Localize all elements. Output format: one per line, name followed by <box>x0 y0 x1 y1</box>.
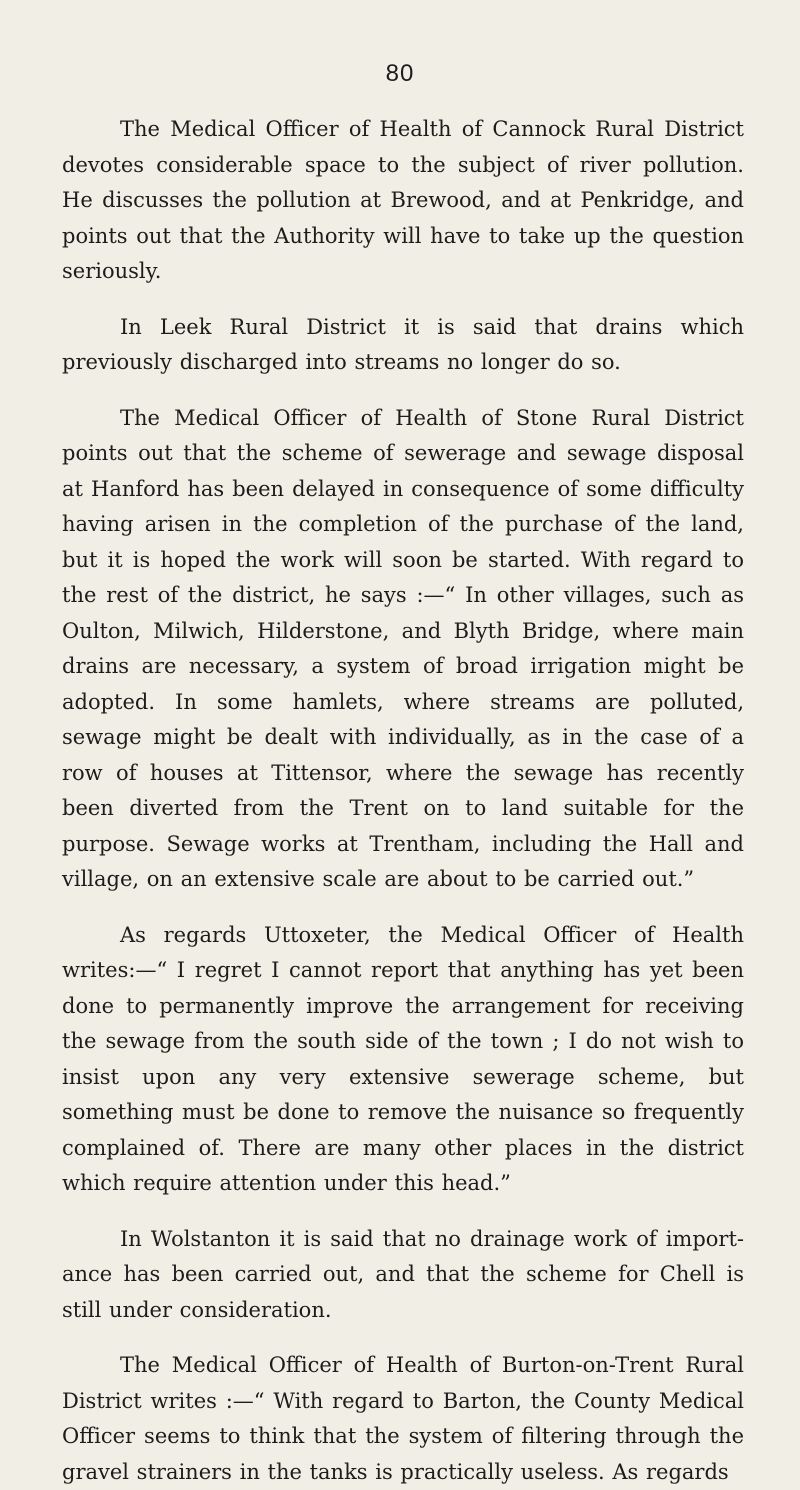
paragraph-burton: The Medical Officer of Health of Burton-on-Trent Rural District writes :—“ With regard to Barton, the County Medical Officer seems to think that the system of filtering through the gravel strainers in the tanks is practically useless. As regards <box>62 1353 744 1484</box>
paragraph-cannock: The Medical Officer of Health of Cannock Rural District devotes considerable space to the subject of river pollution. He discusses the pollution at Brewood, and at Penkridge, and points out that the Authority will have to take up the question seriously. <box>62 117 744 283</box>
page-number: 80 <box>385 60 415 87</box>
paragraph-leek: In Leek Rural District it is said that drains which previously discharged into streams no longer do so. <box>62 314 744 374</box>
body-text <box>62 112 744 1490</box>
paragraph-stone: The Medical Officer of Health of Stone Rural District points out that the scheme of sewerage and sewage disposal at Hanford has been delayed in consequence of some difficulty having arisen in the completion of the purchase of the land, but it is hoped the work will soon be started. With regard to the rest of the district, he says :—“ In other villages, such as Oulton, Milwich, Hilderstone, and Blyth Bridge, where main drains are necessary, a system of broad irrigation might be adopted. In some hamlets, where streams are polluted, sewage might be dealt with individually, as in the case of a row of houses at Tittensor, where the sewage has recently been diverted from the Trent on to land suitable for the purpose. Sewage works at Trentham, including the Hall and village, on an extensive scale are about to be carried out.” <box>62 405 744 891</box>
paragraph-wolstanton: In Wolstanton it is said that no drainage work of import-ance has been carried out, and that the scheme for Chell is still under consideration. <box>62 1226 744 1322</box>
paragraph-uttoxeter: As regards Uttoxeter, the Medical Officer of Health writes:—“ I regret I cannot report that anything has yet been done to permanently improve the arrangement for receiving the sewage from the south side of the town ; I do not wish to insist upon any very extensive sewerage scheme, but something must be done to remove the nuisance so frequently complained of. There are many other places in the district which require attention under this head.” <box>62 922 744 1195</box>
